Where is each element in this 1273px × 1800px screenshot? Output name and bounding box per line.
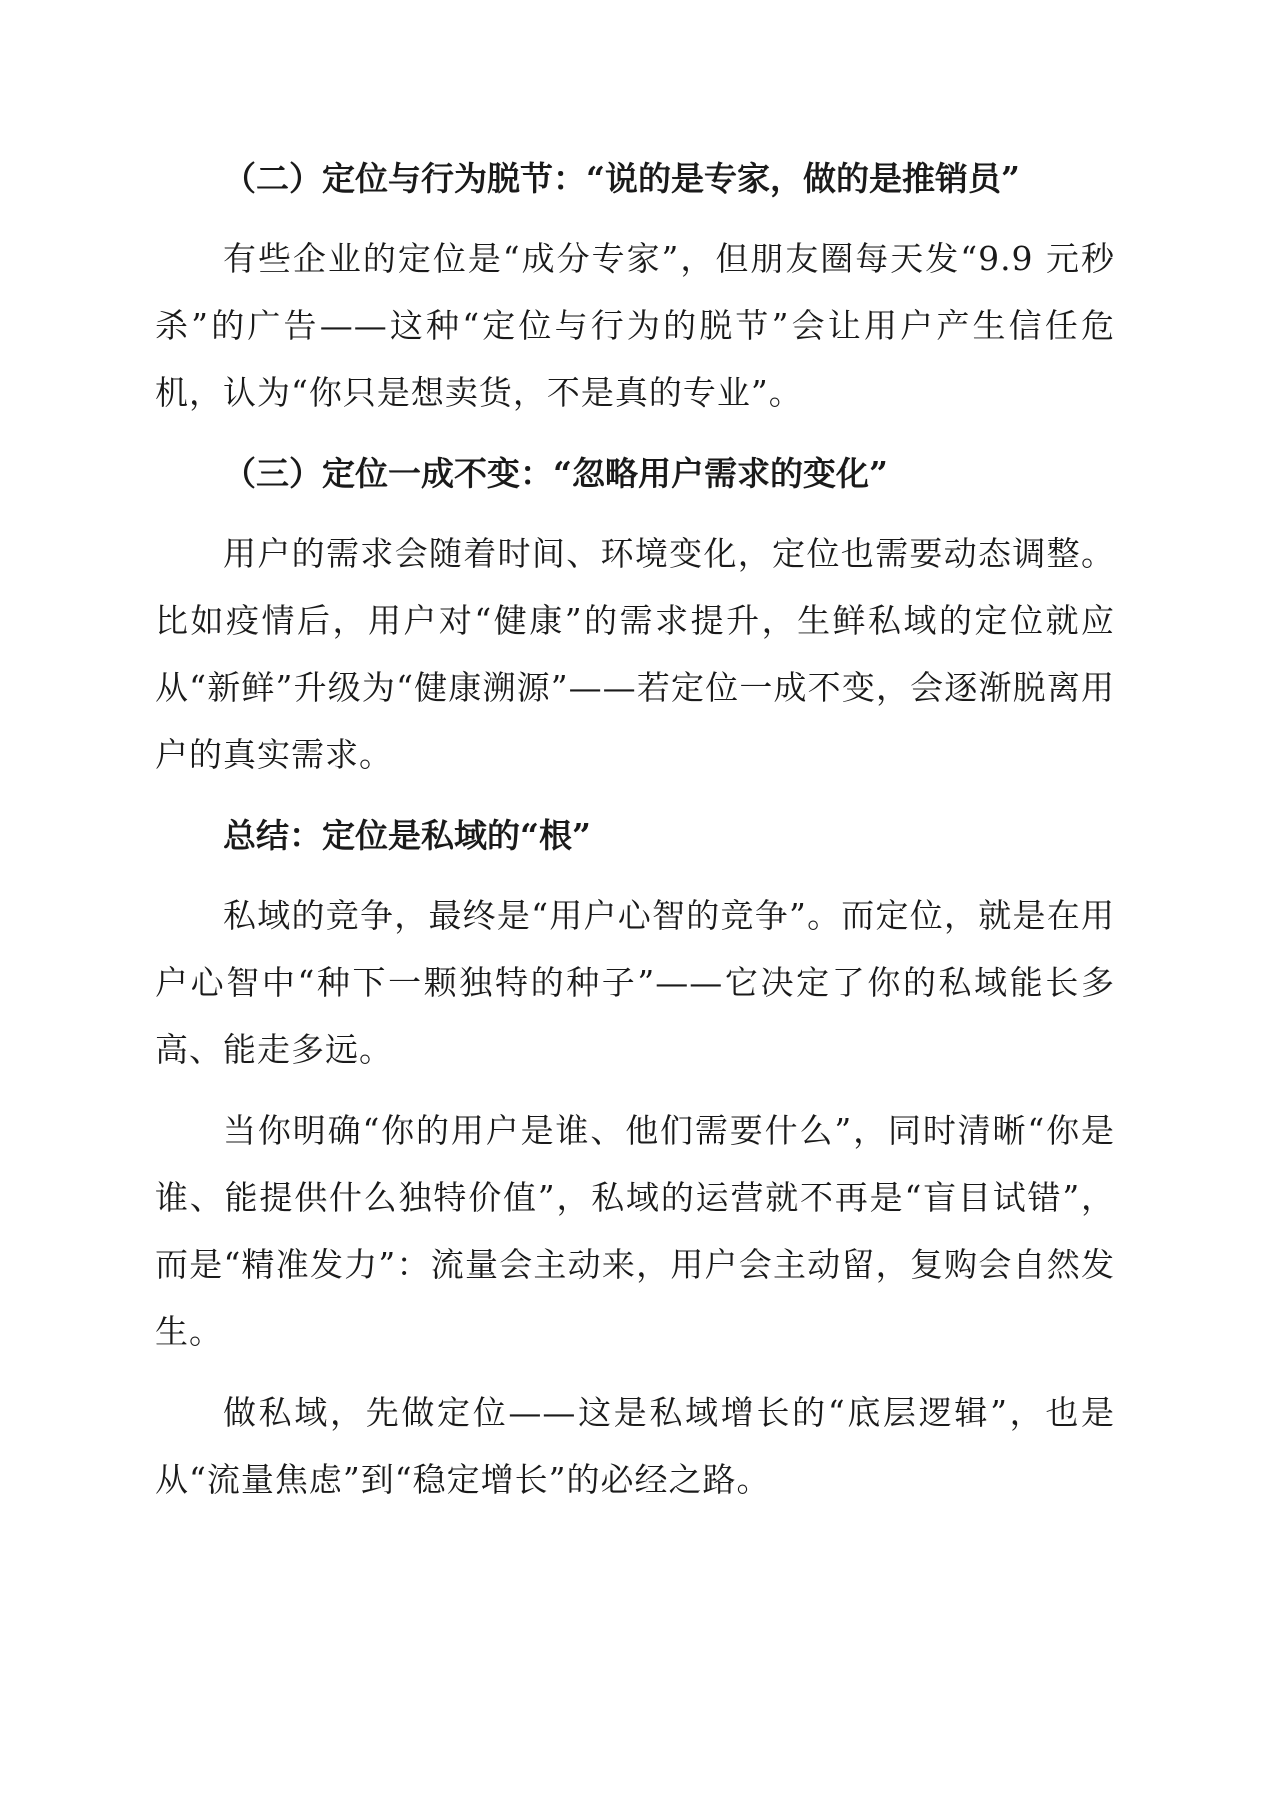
summary-heading: 总结：定位是私域的“根”: [223, 816, 591, 855]
paragraph: 有些企业的定位是“成分专家”，但朋友圈每天发“9.9 元秒杀”的广告——这种“定位与行为的脱节”会让用户产生信任危机，认为“你只是想卖货，不是真的专业”。: [155, 239, 1115, 412]
section-heading-2: （二）定位与行为脱节：“说的是专家，做的是推销员”: [223, 159, 1020, 198]
paragraph: 私域的竞争，最终是“用户心智的竞争”。而定位，就是在用户心智中“种下一颗独特的种子”——它决定了你的私域能长多高、能走多远。: [155, 896, 1115, 1069]
paragraph: 当你明确“你的用户是谁、他们需要什么”，同时清晰“你是谁、能提供什么独特价值”，私域的运营就不再是“盲目试错”，而是“精准发力”：流量会主动来，用户会主动留，复购会自然发生。: [155, 1111, 1115, 1351]
section-heading-3: （三）定位一成不变：“忽略用户需求的变化”: [223, 454, 888, 493]
paragraph: 用户的需求会随着时间、环境变化，定位也需要动态调整。比如疫情后，用户对“健康”的需求提升，生鲜私域的定位就应从“新鲜”升级为“健康溯源”——若定位一成不变，会逐渐脱离用户的真实需求。: [155, 534, 1115, 774]
paragraph: 做私域，先做定位——这是私域增长的“底层逻辑”，也是从“流量焦虑”到“稳定增长”的必经之路。: [155, 1393, 1115, 1499]
document-body: [155, 145, 1115, 1513]
